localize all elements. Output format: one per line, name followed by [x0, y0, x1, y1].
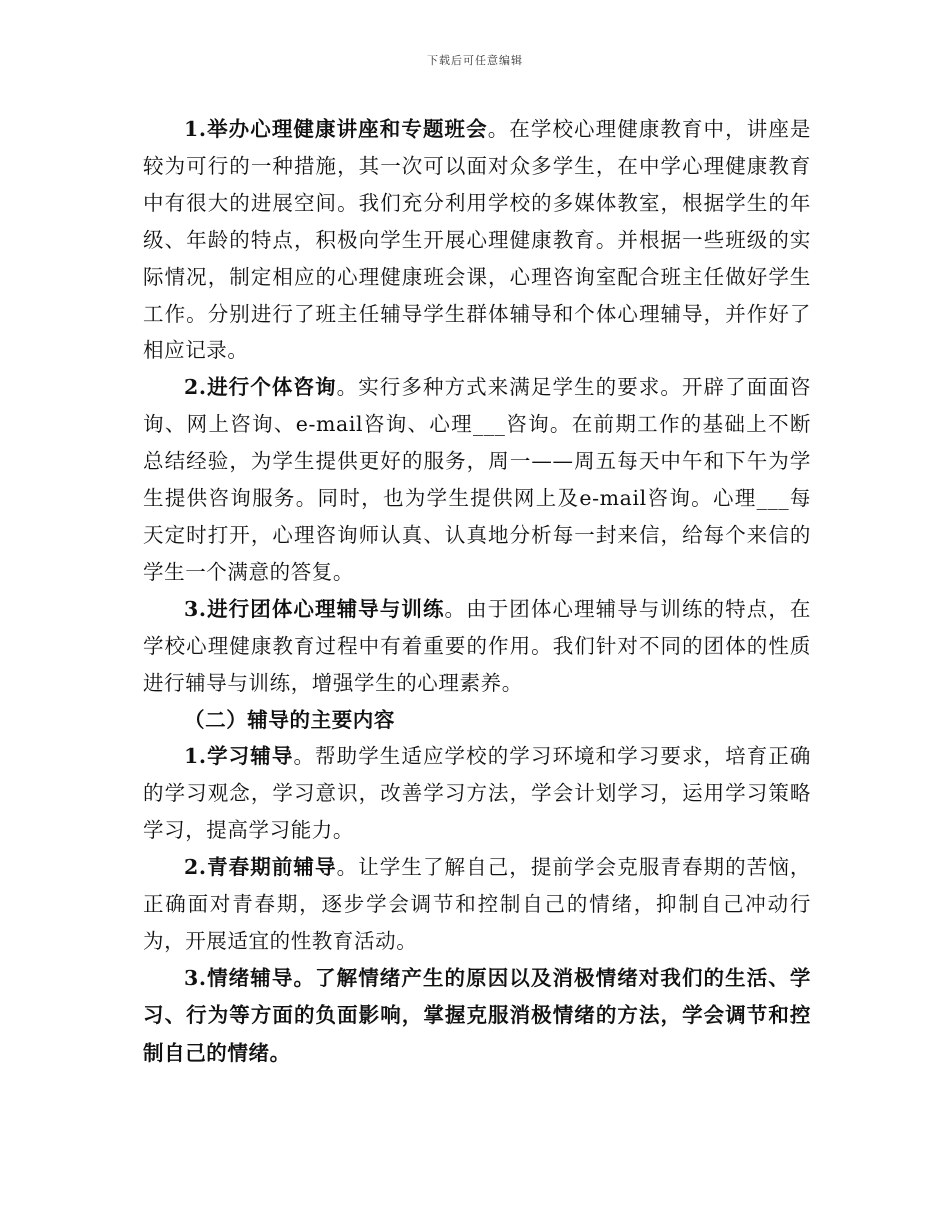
paragraph-body: 。由于团体心理辅导与训练的特点，在学校心理健康教育过程中有着重要的作用。我们针对不同的团体的性质进行辅导与训练，增强学生的心理素养。 [143, 596, 811, 695]
section-heading: （二）辅导的主要内容 [184, 707, 395, 732]
paragraph-body: 。实行多种方式来满足学生的要求。开辟了面面咨询、网上咨询、e-mail咨询、心理___咨询。在前期工作的基础上不断总结经验，为学生提供更好的服务，周一——周五每天中午和下午为学生提供咨询服务。同时，也为学生提供网上及e-mail咨询。心理___每天定时打开，心理咨询师认真、认真地分析每一封来信，给每个来信的学生一个满意的答复。 [143, 375, 812, 584]
paragraph-individual-counseling [143, 369, 811, 590]
paragraph-body: 。帮助学生适应学校的学习环境和学习要求，培育正确的学习观念，学习意识，改善学习方法，学会计划学习，运用学习策略学习，提高学习能力。 [143, 744, 811, 843]
paragraph-lecture [143, 111, 811, 369]
paragraph-body: 。了解情绪产生的原因以及消极情绪对我们的生活、学习、行为等方面的负面影响，掌握克服消极情绪的方法，学会调节和控制自己的情绪。 [143, 965, 811, 1065]
paragraph-lead: 1.学习辅导 [184, 744, 294, 769]
paragraph-lead: 2.青春期前辅导 [184, 855, 337, 880]
paragraph-lead: 2.进行个体咨询 [184, 375, 337, 400]
paragraph-puberty-guidance [143, 849, 811, 960]
paragraph-body: 。在学校心理健康教育中，讲座是较为可行的一种措施，其一次可以面对众多学生，在中学心理健康教育中有很大的进展空间。我们充分利用学校的多媒体教室，根据学生的年级、年龄的特点，积极向学生开展心理健康教育。并根据一些班级的实际情况，制定相应的心理健康班会课，心理咨询室配合班主任做好学生工作。分别进行了班主任辅导学生群体辅导和个体心理辅导，并作好了相应记录。 [143, 117, 811, 363]
page-header: 下载后可任意编辑 [427, 54, 523, 67]
paragraph-lead: 3.情绪辅导 [184, 965, 294, 990]
paragraph-group-counseling [143, 591, 811, 702]
paragraph-lead: 3.进行团体心理辅导与训练 [184, 596, 445, 621]
paragraph-lead: 1.举办心理健康讲座和专题班会 [184, 117, 488, 141]
document-body [143, 111, 811, 1072]
paragraph-emotion-guidance [143, 960, 811, 1073]
paragraph-body: 。让学生了解自己，提前学会克服青春期的苦恼，正确面对青春期，逐步学会调节和控制自己的情绪，抑制自己冲动行为，开展适宜的性教育活动。 [143, 855, 812, 953]
paragraph-study-guidance [143, 738, 811, 849]
